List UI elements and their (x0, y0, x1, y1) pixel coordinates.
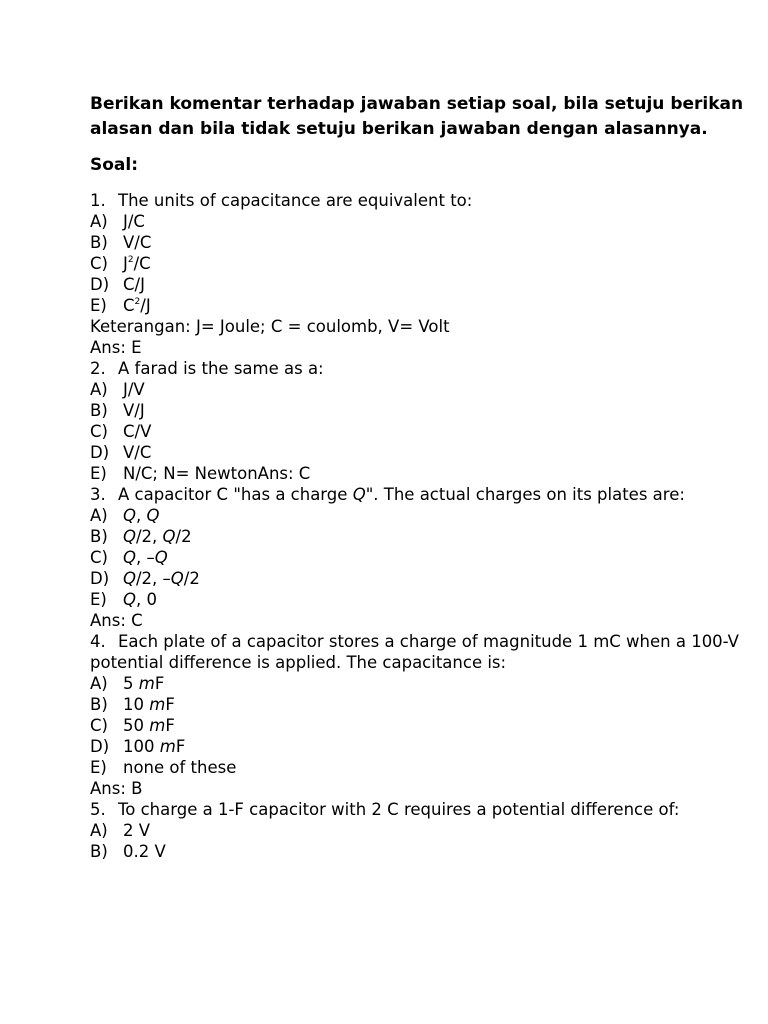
option (90, 421, 750, 442)
option (90, 694, 750, 715)
option-letter: A) (90, 212, 108, 231)
question-number: 1. (90, 191, 106, 210)
answer-line: Ans: B (90, 779, 143, 798)
question-stem (90, 190, 750, 211)
option (90, 232, 750, 253)
answer-line: Ans: C (90, 611, 143, 630)
option-letter: A) (90, 674, 108, 693)
option-text: Q, –Q (123, 548, 168, 567)
question-number: 4. (90, 632, 106, 651)
option-letter: D) (90, 275, 110, 294)
question-1 (90, 190, 750, 358)
option-text: 50 mF (123, 716, 175, 735)
option (90, 400, 750, 421)
option (90, 253, 750, 274)
option-text: Q/2, Q/2 (123, 527, 192, 546)
question-text: Each plate of a capacitor stores a charge of magnitude 1 mC when a 100-V potential difference is applied. The capacitance is: (90, 632, 739, 672)
option (90, 463, 750, 484)
option-text: $J^2/C$ (123, 254, 151, 273)
option-letter: B) (90, 695, 108, 714)
option-letter: B) (90, 233, 108, 252)
option-text: C/V (123, 422, 152, 441)
option (90, 211, 750, 232)
question-text: The units of capacitance are equivalent to: (118, 191, 473, 210)
question-number: 2. (90, 359, 106, 378)
question-number: 5. (90, 800, 106, 819)
option-text: 5 mF (123, 674, 165, 693)
option-text: none of these (123, 758, 237, 777)
question-note: Keterangan: J= Joule; C = coulomb, V= Volt (90, 317, 450, 336)
option (90, 274, 750, 295)
question-stem (90, 484, 750, 505)
option-text: 2 V (123, 821, 151, 840)
option-letter: A) (90, 506, 108, 525)
option-letter: E) (90, 296, 107, 315)
option (90, 379, 750, 400)
option-letter: E) (90, 590, 107, 609)
option (90, 736, 750, 757)
questions-list (90, 190, 750, 862)
option-text: 10 mF (123, 695, 175, 714)
option-text: $C^2/J$ (123, 296, 151, 315)
option-letter: B) (90, 842, 108, 861)
option (90, 442, 750, 463)
option-letter: E) (90, 464, 107, 483)
option (90, 841, 750, 862)
option-text: Q, Q (123, 506, 160, 525)
option (90, 673, 750, 694)
question-text: A farad is the same as a: (118, 359, 324, 378)
option-letter: B) (90, 527, 108, 546)
question-2 (90, 358, 750, 484)
question-3 (90, 484, 750, 631)
option (90, 820, 750, 841)
instructions-paragraph: Berikan komentar terhadap jawaban setiap soal, bila setuju berikan alasan dan bila tidak setuju berikan jawaban dengan alasannya. (90, 94, 744, 139)
option (90, 757, 750, 778)
option-text: V/C (123, 233, 152, 252)
option (90, 547, 750, 568)
document-page (90, 92, 750, 862)
option (90, 526, 750, 547)
option (90, 715, 750, 736)
option-letter: D) (90, 569, 110, 588)
question-text: A capacitor C "has a charge Q". The actual charges on its plates are: (118, 485, 685, 504)
question-stem (90, 631, 750, 673)
option-letter: E) (90, 758, 107, 777)
option-text: 100 mF (123, 737, 186, 756)
question-5 (90, 799, 750, 862)
option-letter: A) (90, 821, 108, 840)
question-text: To charge a 1-F capacitor with 2 C requires a potential difference of: (118, 800, 680, 819)
option-letter: C) (90, 254, 108, 273)
option-text: V/C (123, 443, 152, 462)
option (90, 568, 750, 589)
option-letter: C) (90, 422, 108, 441)
option-letter: C) (90, 716, 108, 735)
option-text: 0.2 V (123, 842, 166, 861)
answer-line: Ans: E (90, 338, 142, 357)
option-letter: D) (90, 443, 110, 462)
option (90, 295, 750, 316)
option-text: Q, 0 (123, 590, 157, 609)
question-4 (90, 631, 750, 799)
option-letter: C) (90, 548, 108, 567)
option-letter: B) (90, 401, 108, 420)
option (90, 505, 750, 526)
option (90, 589, 750, 610)
option-text: J/C (123, 212, 145, 231)
question-stem (90, 358, 750, 379)
option-text: J/V (123, 380, 145, 399)
question-number: 3. (90, 485, 106, 504)
option-text: V/J (123, 401, 145, 420)
option-text: Q/2, –Q/2 (123, 569, 200, 588)
option-text: N/C; N= NewtonAns: C (123, 464, 311, 483)
option-letter: A) (90, 380, 108, 399)
option-text: C/J (123, 275, 145, 294)
option-letter: D) (90, 737, 110, 756)
section-heading: Soal: (90, 155, 139, 175)
question-stem (90, 799, 750, 820)
